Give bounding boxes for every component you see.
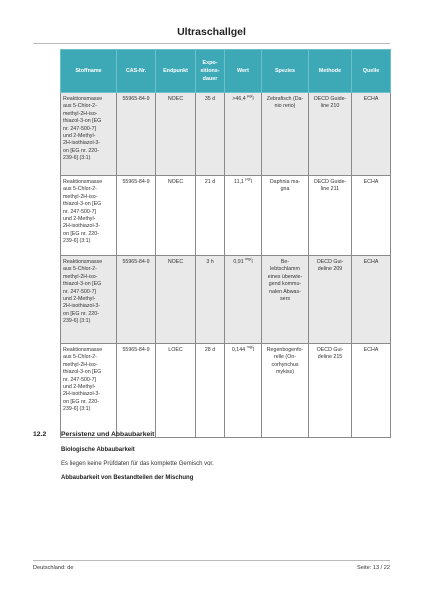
stoffname-line: 2H-isothiazol-3- (63, 303, 101, 310)
stoffname-line: aus 5-Chlor-2- (63, 354, 97, 361)
header-endpunkt: Endpunkt (156, 50, 196, 93)
cell-stoffname (61, 344, 117, 438)
header-quelle: Quelle (352, 50, 391, 93)
wert-unit-sup: mg/ (245, 257, 252, 262)
methode-line: deline 215 (317, 354, 343, 361)
cell-wert (225, 93, 262, 176)
section-number: 12.2 (33, 431, 47, 438)
cell-dauer: 21 d (196, 176, 225, 256)
stoffname-line: und 2-Methyl- (63, 296, 96, 303)
cell-wert (225, 344, 262, 438)
wert-value: 0,144 (231, 347, 246, 353)
stoffname-line: Reaktionsmasse (63, 347, 103, 353)
stoffname-line: nr. 247-500-7] (63, 376, 96, 383)
cell-cas: 55965-84-9 (117, 176, 156, 256)
stoffname-line: methyl-2H-iso- (63, 110, 98, 117)
spezies-line: nalen Abwas- (269, 288, 301, 295)
spezies-line: Daphnia ma- (269, 179, 301, 185)
footer-divider (33, 560, 390, 561)
footer-page-number: Seite: 13 / 22 (357, 565, 390, 571)
spezies-line: lebtschlamm (270, 266, 300, 273)
header-spezies: Spezies (262, 50, 309, 93)
cell-dauer: 35 d (196, 93, 225, 176)
spezies-line: Be- (280, 259, 290, 265)
table-row (61, 256, 391, 344)
cell-methode (309, 93, 352, 176)
cell-spezies (262, 176, 309, 256)
wert-unit-sup: µg/ (245, 177, 251, 182)
body-text: Es liegen keine Prüfdaten für das komplette Gemisch vor. (61, 461, 214, 467)
spezies-line: mykiss) (276, 369, 294, 376)
stoffname-line: on [EG nr. 220- (63, 147, 99, 154)
cell-stoffname (61, 93, 117, 176)
stoffname-line: 2H-isothiazol-3- (63, 140, 101, 147)
header-wert: Wert (225, 50, 262, 93)
spezies-line: sers (279, 296, 290, 303)
subheading-biologische-abbaubarkeit: Biologische Abbaubarkeit (61, 447, 135, 453)
methode-line: OECD Guide- (313, 179, 347, 185)
cell-spezies (262, 344, 309, 438)
stoffname-line: 239-6] (3:1) (63, 155, 91, 162)
stoffname-line: 239-6] (3:1) (63, 406, 91, 413)
cell-dauer: 28 d (196, 344, 225, 438)
spezies-line: gend kommu- (268, 281, 302, 288)
stoffname-line: on [EG nr. 220- (63, 230, 99, 237)
stoffname-line: methyl-2H-iso- (63, 361, 98, 368)
cell-cas: 55965-84-9 (117, 256, 156, 344)
cell-endpunkt: NOEC (156, 176, 196, 256)
wert-unit-sub: l (252, 96, 254, 102)
cell-dauer: 3 h (196, 256, 225, 344)
stoffname-line: on [EG nr. 220- (63, 398, 99, 405)
stoffname-line: thiazol-3-on [EG (63, 118, 102, 125)
stoffname-line: thiazol-3-on [EG (63, 201, 102, 208)
methode-line: OECD Guide- (313, 96, 347, 102)
stoffname-line: und 2-Methyl- (63, 384, 96, 391)
cell-methode (309, 344, 352, 438)
cell-quelle: ECHA (352, 93, 391, 176)
cell-cas: 55965-84-9 (117, 93, 156, 176)
spezies-line: nio rerio) (274, 103, 296, 110)
wert-unit-sub: l (251, 259, 253, 265)
table-row (61, 176, 391, 256)
wert-unit-sup: mg/ (246, 345, 253, 350)
document-title: Ultraschallgel (177, 26, 246, 38)
methode-line: OECD Gui- (316, 347, 344, 353)
spezies-line: relle (On- (273, 354, 297, 361)
stoffname-line: nr. 247-500-7] (63, 288, 96, 295)
stoffname-line: aus 5-Chlor-2- (63, 266, 97, 273)
spezies-line: eines überwie- (267, 273, 303, 280)
cell-endpunkt: LOEC (156, 344, 196, 438)
spezies-line: gna (280, 186, 290, 193)
stoffname-line: thiazol-3-on [EG (63, 369, 102, 376)
wert-value: 0,91 (233, 259, 244, 265)
stoffname-line: Reaktionsmasse (63, 96, 103, 102)
table-header-row (61, 50, 391, 93)
stoffname-line: Reaktionsmasse (63, 259, 103, 265)
header-expositionsdauer-line3: dauer (202, 76, 218, 82)
stoffname-line: thiazol-3-on [EG (63, 281, 102, 288)
cell-quelle: ECHA (352, 256, 391, 344)
cell-spezies (262, 256, 309, 344)
wert-value: >46,4 (232, 96, 246, 102)
wert-unit-sup: µg/ (247, 94, 253, 99)
stoffname-line: Reaktionsmasse (63, 179, 103, 185)
stoffname-line: 239-6] (3:1) (63, 238, 91, 245)
spezies-line: corhynchus (271, 361, 299, 368)
header-expositionsdauer (196, 50, 225, 93)
stoffname-line: nr. 247-500-7] (63, 208, 96, 215)
cell-quelle: ECHA (352, 176, 391, 256)
cell-wert (225, 256, 262, 344)
header-methode: Methode (309, 50, 352, 93)
stoffname-line: on [EG nr. 220- (63, 310, 99, 317)
methode-line: OECD Gui- (316, 259, 344, 265)
header-expositionsdauer-line2: sitions- (200, 68, 220, 74)
stoffname-line: nr. 247-500-7] (63, 125, 96, 132)
section-title: Persistenz und Abbaubarkeit (61, 431, 155, 438)
cell-cas: 55965-84-9 (117, 344, 156, 438)
table-row (61, 93, 391, 176)
header-divider (33, 43, 390, 44)
cell-methode (309, 176, 352, 256)
stoffname-line: aus 5-Chlor-2- (63, 186, 97, 193)
cell-stoffname (61, 256, 117, 344)
stoffname-line: und 2-Methyl- (63, 216, 96, 223)
stoffname-line: aus 5-Chlor-2- (63, 103, 97, 110)
stoffname-line: methyl-2H-iso- (63, 273, 98, 280)
footer-country: Deutschland: de (33, 565, 74, 571)
stoffname-line: und 2-Methyl- (63, 133, 96, 140)
methode-line: deline 209 (317, 266, 343, 273)
methode-line: line 210 (320, 103, 340, 110)
header-cas: CAS-Nr. (117, 50, 156, 93)
header-expositionsdauer-line1: Expo- (202, 60, 218, 66)
cell-stoffname (61, 176, 117, 256)
cell-spezies (262, 93, 309, 176)
methode-line: line 211 (320, 186, 340, 193)
spezies-line: Regenbogenfo- (266, 347, 304, 353)
cell-wert (225, 176, 262, 256)
wert-value: 11,1 (234, 179, 244, 185)
wert-unit-sub: l (250, 179, 252, 185)
header-stoffname: Stoffname (61, 50, 117, 93)
cell-endpunkt: NOEC (156, 93, 196, 176)
stoffname-line: methyl-2H-iso- (63, 193, 98, 200)
stoffname-line: 2H-isothiazol-3- (63, 223, 101, 230)
cell-endpunkt: NOEC (156, 256, 196, 344)
stoffname-line: 239-6] (3:1) (63, 318, 91, 325)
subheading-abbaubarkeit-bestandteile: Abbaubarkeit von Bestandteilen der Mischung (61, 475, 194, 481)
spezies-line: Zebrafisch (Da- (266, 96, 304, 102)
wert-unit-sub: l (252, 347, 255, 353)
ecotox-table (60, 49, 391, 438)
cell-quelle: ECHA (352, 344, 391, 438)
cell-methode (309, 256, 352, 344)
table-row (61, 344, 391, 438)
stoffname-line: 2H-isothiazol-3- (63, 391, 101, 398)
